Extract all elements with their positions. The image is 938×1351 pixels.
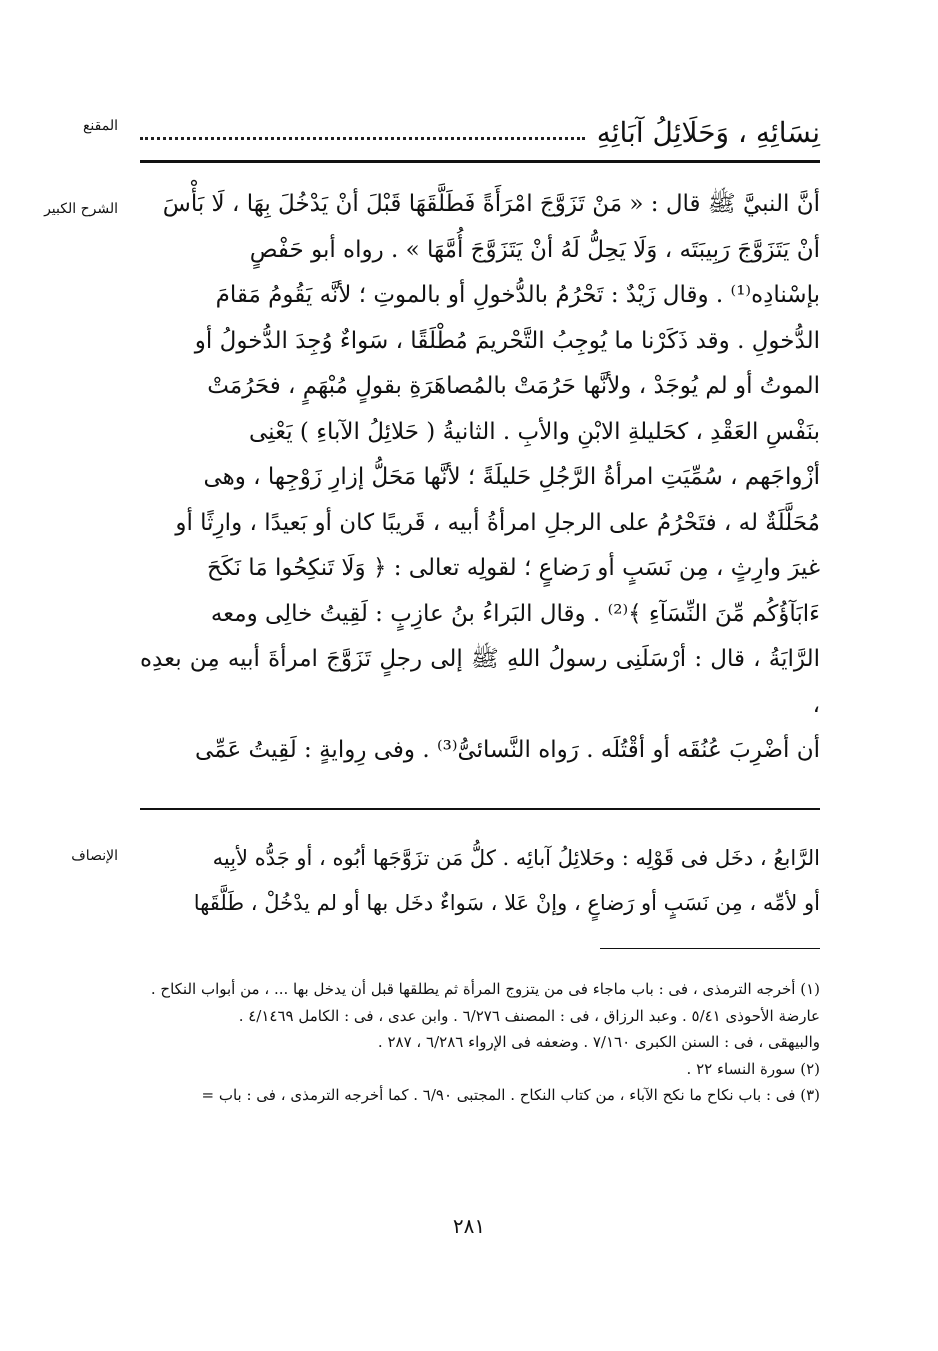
text-line: الموتُ أو لم يُوجَدْ ، ولأنَّها حَرُمَتْ بالمُصاهَرَةِ بقولٍ مُبْهَمٍ ، فحَرُمَتْ: [207, 373, 820, 399]
footnote-line: (١) أخرجه الترمذى ، فى : باب ماجاء فى من يتزوج المرأة ثم يطلقها قبل أن يدخل بها ... ، من أبواب النكاح .: [150, 980, 820, 998]
footnote-line: عارضة الأحوذى ٥/٤١ . وعبد الرزاق ، فى : المصنف ٦/٢٧٦ . وابن عدى ، فى : الكامل ٤/١٤٦٩ .: [238, 1006, 820, 1025]
text-line: أن أضْرِبَ عُنُقَه أو أقْتُلَه . رَواه النَّسائىُّ⁽³⁾ . وفى رِوايةٍ : لَقِيتُ عَمِّى: [195, 737, 820, 763]
text-line: مُحَلَّلَةٌ له ، فتَحْرُمُ على الرجلِ امرأةُ أبيه ، قَريبًا كان أو بَعيدًا ، وارِثًا أو: [175, 509, 820, 536]
text-line: غيرَ وارِثٍ ، مِن نَسَبٍ أو رَضاعٍ ؛ لقولِه تعالى : ﴿ وَلَا تَنكِحُوا مَا نَكَحَ: [207, 555, 820, 581]
sharh-body: [140, 182, 820, 774]
text-line: الرَّابعُ ، دخَل فى قَوْلِه : وحَلائِلُ آبائِه . كلُّ مَن تزَوَّجَها أبُوه ، أو جَدُّه لأبِيه: [212, 846, 820, 870]
footnote-rule: [600, 948, 820, 949]
book-label-muqni: المقنع: [82, 118, 118, 134]
text-line: بنَفْسِ العَقْدِ ، كحَليلةِ الابْنِ والأبِ . الثانيةُ ( حَلائِلُ الآباءِ ) يَعْنِى: [248, 418, 820, 445]
text-line: بإسْنادِه⁽¹⁾ . وقال زَيْدٌ : تَحْرُمُ بالدُّخولِ أو بالموتِ ؛ لأنَّه يَقُومُ مَقامَ: [215, 282, 820, 308]
text-line: ءَابَآؤُكُم مِّنَ النِّسَآءِ ﴾⁽²⁾ . وقال البَراءُ بنُ عازِبٍ : لَقِيتُ خالِى ومعه: [210, 600, 820, 627]
text-line: أزْواجَهم ، سُمِّيَتِ امرأةُ الرَّجُلِ حَليلَةً ؛ لأنَّها مَحَلُّ إزارِ زَوْجِها ، وهى: [203, 464, 820, 490]
section-divider: [140, 808, 820, 810]
running-header: [140, 98, 820, 150]
text-line: الرَّايَةُ ، قال : أرْسَلَنِى رسولُ اللهِ ﷺ إلى رجلٍ تَزَوَّجَ امرأةَ أبيه مِن بعدِه ،: [140, 646, 820, 718]
section-label-sharh: الشرح الكبير: [44, 201, 118, 217]
header-rule: [140, 160, 820, 163]
text-line: أو لأمِّه ، مِن نَسَبٍ أو رَضاعٍ ، وإنْ عَلا ، سَواءٌ دخَل بها أو لم يدْخُلْ ، طَلَّقَها: [193, 891, 820, 915]
text-line: الدُّخولِ . وقد ذَكَرْنا ما يُوجِبُ التَّحْريمَ مُطْلَقًا ، سَواءٌ وُجِدَ الدُّخولُ أو: [194, 327, 820, 354]
header-title: نِسَائِهِ ، وَحَلَائِلُ آبَائِهِ: [596, 116, 820, 150]
insaf-body: [140, 836, 820, 926]
page-number: ٢٨١: [452, 1214, 486, 1238]
text-line: أنَّ النبيَّ ﷺ قال : « مَنْ تَزَوَّجَ امْرَأَةً فَطَلَّقَهَا قَبْلَ أنْ يَدْخُلَ بِهَا ، لَا بَأْسَ: [162, 191, 820, 217]
footnotes: [140, 976, 820, 1109]
footnote-line: (٢) سورة النساء ٢٢ .: [686, 1059, 820, 1078]
section-label-insaf: الإنصاف: [71, 848, 118, 864]
header-dotted-leader: [140, 137, 585, 140]
text-line: أنْ يَتَزَوَّجَ رَبِيبَتَه ، وَلَا يَحِلُّ لَهُ أنْ يَتَزَوَّجَ أُمَّهَا » . رواه أبو حَفْصٍ: [249, 236, 820, 263]
footnote-line: (٣) فى : باب نكاح ما نكح الآباء ، من كتاب النكاح . المجتبى ٦/٩٠ . كما أخرجه الترمذى ، فى : باب =: [201, 1086, 820, 1104]
footnote-line: والبيهقى ، فى : السنن الكبرى ٧/١٦٠ . وضعفه فى الإرواء ٦/٢٨٦ ، ٢٨٧ .: [377, 1033, 820, 1051]
